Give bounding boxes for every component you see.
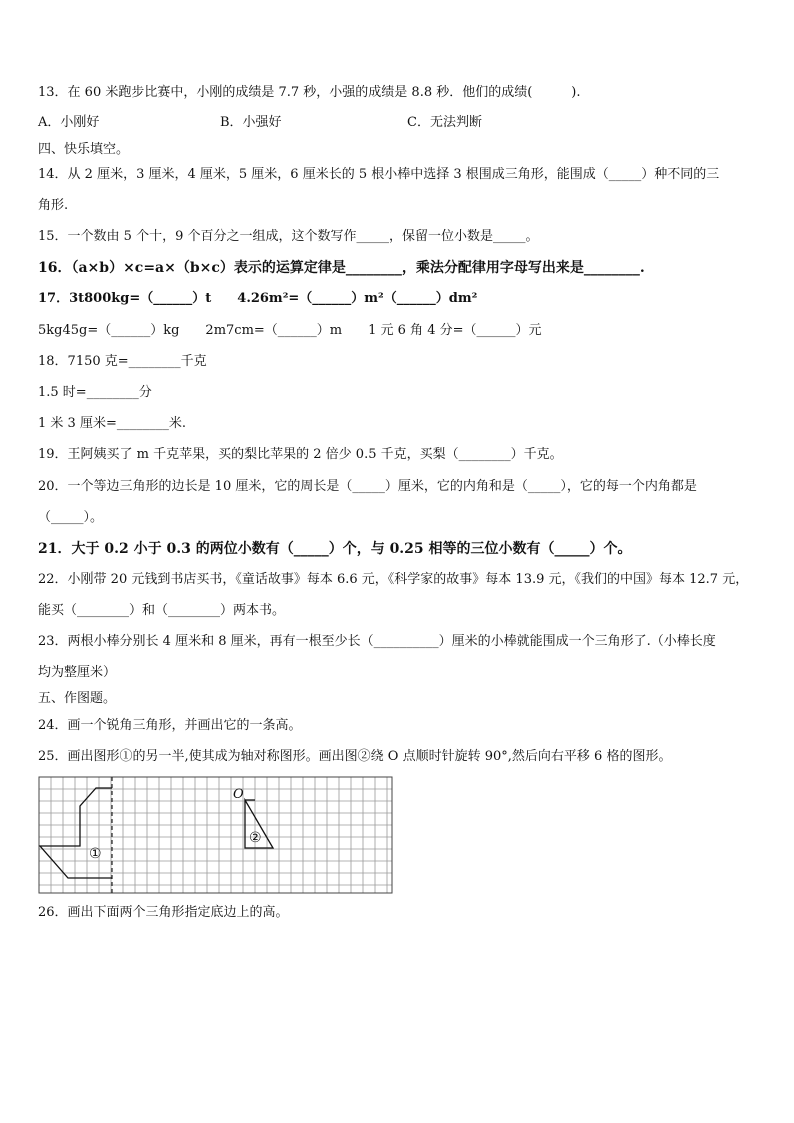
question-17-line-2: 5kg45g=（______）kg 2m7cm=（______）m 1 元 6 角 4 分=（______）元	[38, 323, 542, 338]
question-17-line-1: 17．3t800kg=（______）t 4.26m²=（______）m²（______）dm²	[38, 291, 478, 306]
question-20-line-1: 20．一个等边三角形的边长是 10 厘米，它的周长是（_____）厘米，它的内角和是（_____），它的每一个内角都是	[38, 479, 697, 494]
option-a: A．小刚好	[38, 115, 100, 130]
question-25: 25．画出图形①的另一半,使其成为轴对称图形。画出图②绕 O 点顺时针旋转 90°,然后向右平移 6 格的图形。	[38, 749, 672, 764]
question-18-line-2: 1.5 时=________分	[38, 385, 152, 400]
question-19: 19．王阿姨买了 m 千克苹果，买的梨比苹果的 2 倍少 0.5 千克，买梨（________）千克。	[38, 447, 563, 462]
question-23-line-2: 均为整厘米）	[38, 665, 117, 680]
question-21: 21．大于 0.2 小于 0.3 的两位小数有（_____）个，与 0.25 相等的三位小数有（_____）个。	[38, 541, 632, 557]
section-5-heading: 五、作图题。	[38, 691, 117, 706]
question-24: 24．画一个锐角三角形，并画出它的一条高。	[38, 718, 302, 733]
question-23-line-1: 23．两根小棒分别长 4 厘米和 8 厘米，再有一根至少长（__________）厘米的小棒就能围成一个三角形了.（小棒长度	[38, 634, 716, 649]
question-15: 15．一个数由 5 个十，9 个百分之一组成，这个数写作_____，保留一位小数是_____。	[38, 229, 539, 244]
question-26: 26．画出下面两个三角形指定底边上的高。	[38, 905, 289, 920]
question-14-line-2: 角形.	[38, 198, 69, 213]
question-13: 13．在 60 米跑步比赛中，小刚的成绩是 7.7 秒，小强的成绩是 8.8 秒．他们的成绩( ).	[38, 85, 581, 100]
option-c: C．无法判断	[407, 115, 482, 130]
question-22-line-2: 能买（________）和（________）两本书。	[38, 603, 286, 618]
question-14-line-1: 14．从 2 厘米，3 厘米，4 厘米，5 厘米，6 厘米长的 5 根小棒中选择 3 根围成三角形，能围成（_____）种不同的三	[38, 167, 720, 182]
shape-1-label: ①	[89, 846, 102, 862]
question-20-line-2: （_____）。	[38, 510, 104, 525]
shape-2-label: ②	[249, 830, 262, 846]
section-4-heading: 四、快乐填空。	[38, 142, 130, 157]
point-o-label: O	[233, 787, 244, 802]
question-18-line-3: 1 米 3 厘米=________米.	[38, 416, 186, 431]
grid-figure	[38, 776, 394, 896]
option-b: B．小强好	[220, 115, 282, 130]
question-18-line-1: 18．7150 克=________千克	[38, 354, 207, 369]
question-16: 16．（a×b）×c=a×（b×c）表示的运算定律是________，乘法分配律用字母写出来是________.	[38, 260, 645, 276]
grid-lines	[39, 777, 392, 893]
question-22-line-1: 22．小刚带 20 元钱到书店买书，《童话故事》每本 6.6 元，《科学家的故事》每本 13.9 元，《我们的中国》每本 12.7 元，	[38, 572, 749, 587]
